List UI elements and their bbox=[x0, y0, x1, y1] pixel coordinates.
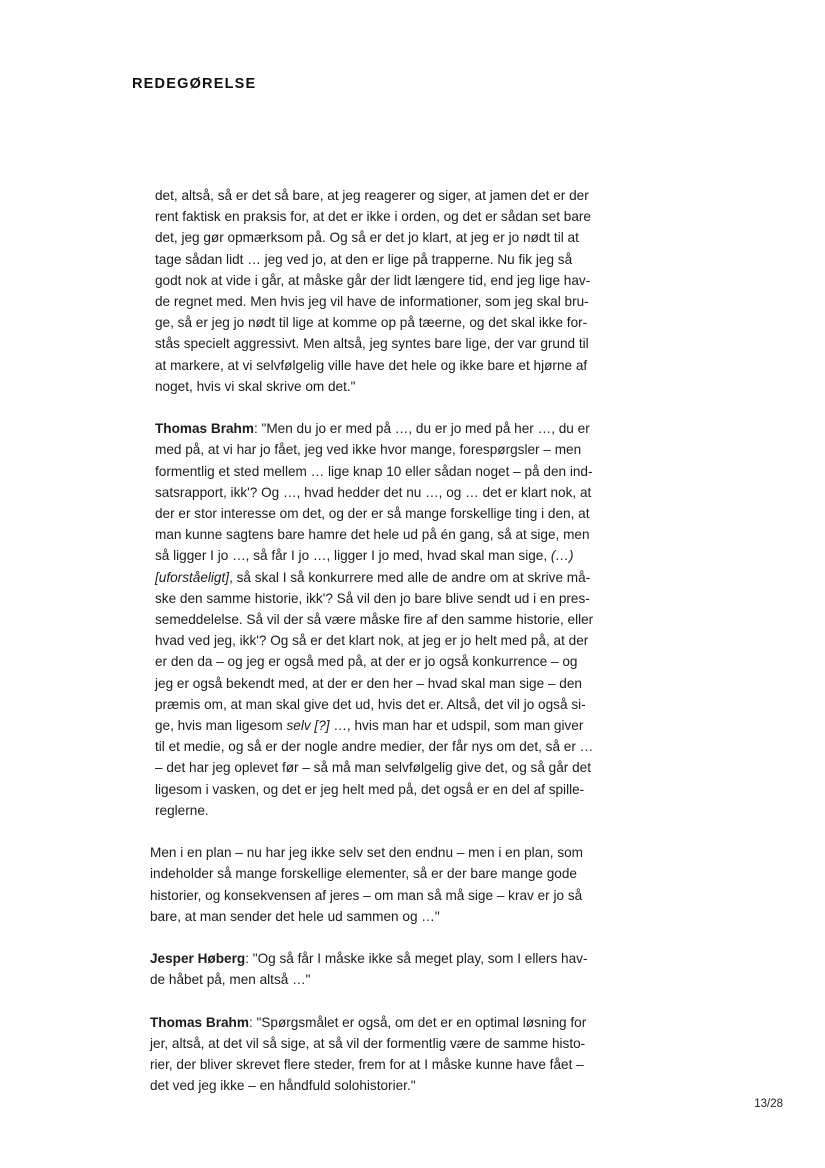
text-line: Men i en plan – nu har jeg ikke selv set den endnu – men i en plan, som bbox=[150, 845, 584, 861]
speaker-name: Jesper Høberg bbox=[150, 951, 246, 967]
paragraph-gap bbox=[155, 397, 595, 418]
text-line: historier, og konsekvensen af jeres – om man så må sige – krav er jo så bbox=[150, 887, 583, 903]
text-line: reglerne. bbox=[155, 802, 209, 818]
speech-text: , så skal I så konkurrere med alle de andre om at skrive må- bbox=[229, 569, 591, 585]
text-line: det, altså, så er det så bare, at jeg reagerer og siger, at jamen det er der bbox=[155, 188, 589, 203]
text-line: præmis om, at man skal give det ud, hvis det er. Altså, det vil jo også si- bbox=[155, 696, 586, 712]
paragraph-3 bbox=[150, 842, 595, 927]
document-header: REDEGØRELSE bbox=[132, 76, 257, 92]
text-line: ge, så er jeg jo nødt til lige at komme op på tæerne, og det skal ikke for- bbox=[155, 315, 588, 331]
speech-text: : "Og så får I måske ikke så meget play, som I ellers hav- bbox=[245, 951, 588, 967]
speech-text: …, hvis man har et udspil, som man giver bbox=[329, 718, 584, 734]
text-line: man kunne sagtens bare hamre det hele ud på én gang, så at sige, men bbox=[155, 527, 590, 543]
text-line: formentlig et sted mellem … lige knap 10 eller sådan noget – på den ind- bbox=[155, 463, 593, 479]
text-line bbox=[155, 567, 595, 588]
speaker-name: Thomas Brahm bbox=[150, 1014, 249, 1030]
text-line: ske den samme historie, ikk'? Så vil den jo bare blive sendt ud i en pres- bbox=[155, 590, 590, 606]
paragraph-4 bbox=[150, 948, 595, 990]
text-line: bare, at man sender det hele ud sammen og …" bbox=[150, 908, 440, 924]
text-line: med på, at vi har jo fået, jeg ved ikke hvor mange, forespørgsler – men bbox=[155, 442, 582, 458]
text-line: rent faktisk en praksis for, at det er ikke i orden, og det er sådan set bare bbox=[155, 209, 591, 225]
text-line: semeddelelse. Så vil der så være måske fire af den samme historie, eller bbox=[155, 612, 594, 628]
text-line: jer, altså, at det vil så sige, at så vil der formentlig være de samme histo- bbox=[150, 1036, 586, 1052]
paragraph-gap bbox=[155, 991, 595, 1012]
text-line bbox=[150, 948, 595, 969]
text-line: det, jeg gør opmærksom på. Og så er det jo klart, at jeg er jo nødt til at bbox=[155, 230, 579, 246]
speech-text: ge, hvis man ligesom bbox=[155, 718, 287, 734]
text-line: jeg er også bekendt med, at der er den her – hvad skal man sige – den bbox=[155, 675, 582, 691]
text-line: indeholder så mange forskellige elementer, så er der bare mange gode bbox=[150, 866, 577, 882]
text-line: de håbet på, men altså …" bbox=[150, 972, 311, 988]
transcript-body bbox=[150, 185, 595, 1097]
text-line: de regnet med. Men hvis jeg vil have de informationer, som jeg skal bru- bbox=[155, 294, 589, 310]
text-line: der er stor interesse om det, og der er så mange forskellige ting i den, at bbox=[155, 506, 590, 522]
speaker-name: Thomas Brahm bbox=[155, 421, 254, 437]
text-line bbox=[155, 715, 595, 736]
text-line: rier, der bliver skrevet flere steder, frem for at I måske kunne have fået – bbox=[150, 1057, 584, 1073]
page-number: 13/28 bbox=[754, 1098, 783, 1110]
text-line bbox=[155, 418, 595, 439]
paragraph-gap bbox=[155, 821, 595, 842]
speech-text: : "Spørgsmålet er også, om det er en optimal løsning for bbox=[248, 1014, 587, 1030]
editorial-note: [uforståeligt] bbox=[155, 569, 230, 585]
text-line bbox=[150, 1012, 595, 1033]
speech-text: så ligger I jo …, så får I jo …, ligger I jo med, hvad skal man sige, bbox=[155, 548, 551, 564]
text-line bbox=[155, 545, 595, 566]
text-line: satsrapport, ikk'? Og …, hvad hedder det nu …, og … det er klart nok, at bbox=[155, 484, 592, 500]
paragraph-gap bbox=[155, 927, 595, 948]
editorial-note: selv [?] bbox=[286, 718, 330, 734]
text-line: at markere, at vi selvfølgelig ville have det hele og ikke bare et hjørne af bbox=[155, 357, 588, 373]
editorial-note: (…) bbox=[550, 548, 574, 564]
text-line: godt nok at vide i går, at måske går der lidt længere tid, end jeg lige hav- bbox=[155, 272, 591, 288]
text-line: – det har jeg oplevet før – så må man selvfølgelig give det, og så går det bbox=[155, 760, 591, 776]
text-line: stås specielt aggressivt. Men altså, jeg syntes bare lige, der var grund til bbox=[155, 336, 589, 352]
text-line: ligesom i vasken, og det er jeg helt med på, det også er en del af spille- bbox=[155, 781, 585, 797]
text-line: tage sådan lidt … jeg ved jo, at den er lige på trapperne. Nu fik jeg så bbox=[155, 251, 573, 267]
speech-text: : "Men du jo er med på …, du er jo med på her …, du er bbox=[253, 421, 590, 437]
text-line: er den da – og jeg er også med på, at der er jo også konkurrence – og bbox=[155, 654, 578, 670]
paragraph-5 bbox=[150, 1012, 595, 1097]
text-line: det ved jeg ikke – en håndfuld solohistorier." bbox=[150, 1078, 416, 1094]
text-line: hvad ved jeg, ikk'? Og så er det klart nok, at jeg er jo helt med på, at der bbox=[155, 633, 589, 649]
paragraph-2 bbox=[155, 418, 595, 821]
paragraph-1 bbox=[155, 185, 595, 397]
text-line: noget, hvis vi skal skrive om det." bbox=[155, 378, 356, 394]
text-line: til et medie, og så er der nogle andre medier, der får nys om det, så er … bbox=[155, 739, 594, 755]
